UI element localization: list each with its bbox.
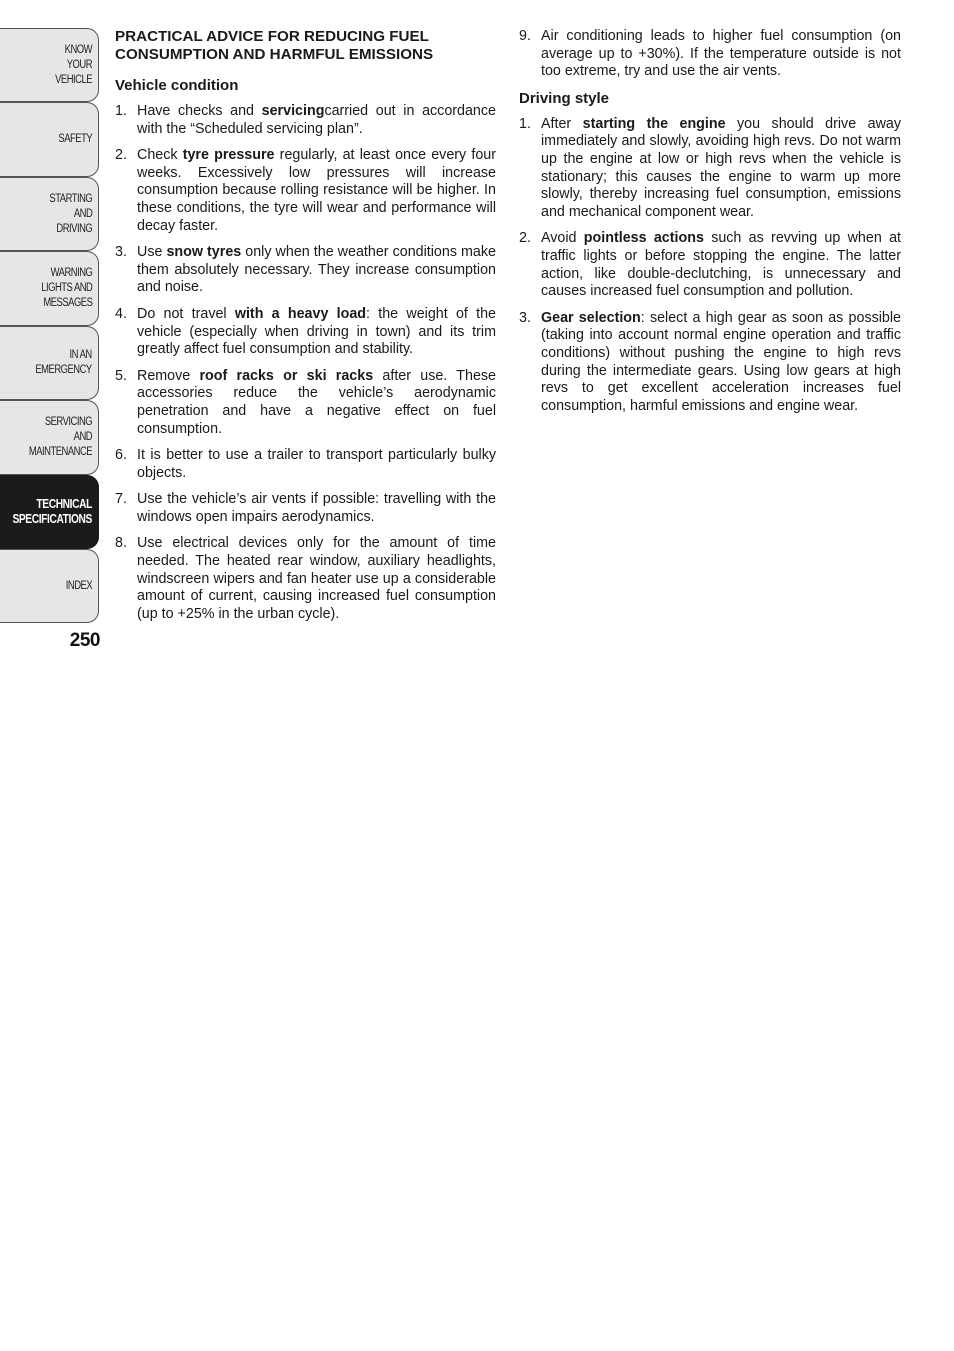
list-item: 3. Gear selection: select a high gear as soon as possible (taking into account normal engine operation and traffic conditions) without pushing the engine to high revs during the intermediate gears. Using low gears at high revs to get excellent acceleration increases fuel consumption, harmful emissions and engine wear.	[519, 309, 901, 414]
left-column	[115, 28, 496, 632]
list-item: 1. Have checks and servicingcarried out in accordance with the “Scheduled servicing plan”.	[115, 103, 496, 137]
vehicle-condition-list	[115, 103, 496, 623]
list-item: 6. It is better to use a trailer to transport particularly bulky objects.	[115, 447, 496, 481]
tab-starting-and-driving[interactable]: STARTING AND DRIVING	[0, 177, 99, 251]
tab-know-your-vehicle[interactable]: KNOW YOUR VEHICLE	[0, 28, 99, 102]
tab-safety[interactable]: SAFETY	[0, 102, 99, 177]
section-title: PRACTICAL ADVICE FOR REDUCING FUEL CONSUMPTION AND HARMFUL EMISSIONS	[115, 28, 434, 63]
list-item: 1. After starting the engine you should drive away immediately and slowly, avoiding high revs. Do not warm up the engine at low or high revs when the vehicle is stationary; this causes the engine to warm up more slowly, thereby increasing fuel consumption, emissions and mechanical component wear.	[519, 115, 901, 220]
tab-index[interactable]: INDEX	[0, 549, 99, 623]
list-item: 9. Air conditioning leads to higher fuel consumption (on average up to +30%). If the temperature outside is not too extreme, try and use the air vents.	[519, 28, 901, 80]
tab-warning-lights-and-messages[interactable]: WARNING LIGHTS AND MESSAGES	[0, 251, 99, 326]
page-number: 250	[69, 630, 100, 651]
driving-style-heading: Driving style	[519, 89, 610, 107]
tab-servicing-and-maintenance[interactable]: SERVICING AND MAINTENANCE	[0, 400, 99, 475]
right-column	[519, 28, 901, 424]
list-item: 2. Check tyre pressure regularly, at least once every four weeks. Excessively low pressures will increase consumption because rolling resistance will be higher. In these conditions, the tyre will wear and performance will decay faster.	[115, 147, 497, 234]
list-item: 2. Avoid pointless actions such as revving up when at traffic lights or before stopping the engine. The latter action, like double-declutching, is unnecessary and causes increased fuel consumption and pollution.	[519, 230, 901, 300]
vehicle-condition-list-continued	[519, 28, 901, 81]
list-item: 5. Remove roof racks or ski racks after use. These accessories reduce the vehicle’s aerodynamic penetration and have a negative effect on fuel consumption.	[115, 367, 496, 437]
driving-style-list	[519, 116, 901, 416]
list-item: 7. Use the vehicle’s air vents if possible: travelling with the windows open impairs aerodynamics.	[115, 491, 496, 525]
tab-in-an-emergency[interactable]: IN AN EMERGENCY	[0, 326, 99, 400]
list-item: 3. Use snow tyres only when the weather conditions make them absolutely necessary. They increase consumption and noise.	[115, 244, 496, 296]
vehicle-condition-heading: Vehicle condition	[115, 77, 239, 94]
tab-technical-specifications[interactable]: TECHNICAL SPECIFICATIONS	[0, 475, 99, 549]
list-item: 4. Do not travel with a heavy load: the weight of the vehicle (especially when driving in town) and its trim greatly affect fuel consumption and stability.	[115, 305, 496, 358]
list-item: 8. Use electrical devices only for the amount of time needed. The heated rear window, auxiliary headlights, windscreen wipers and fan heater use up a considerable amount of current, causing increased fuel consumption (up to +25% in the urban cycle).	[115, 535, 496, 622]
